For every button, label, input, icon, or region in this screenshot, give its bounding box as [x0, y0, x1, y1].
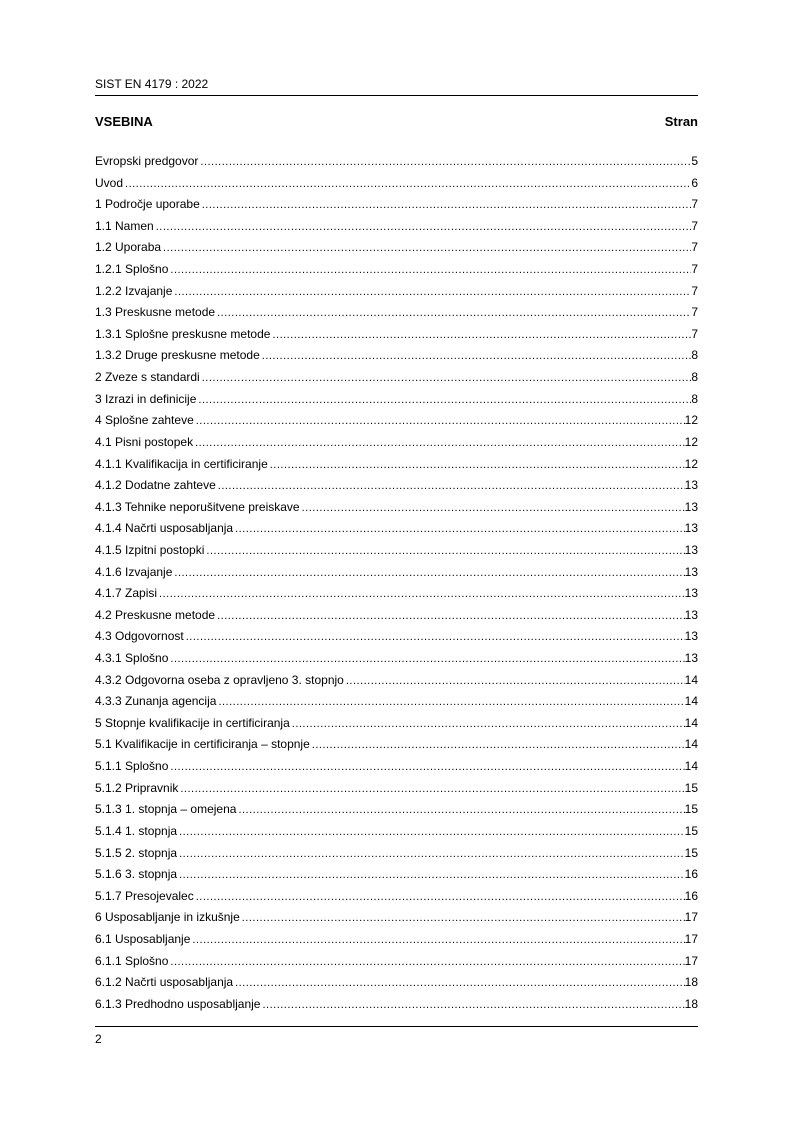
toc-dot-leader: [170, 757, 684, 778]
toc-entry[interactable]: [95, 648, 698, 670]
toc-entry[interactable]: [95, 454, 698, 476]
toc-entry-label: 4.2 Preskusne metode: [95, 607, 216, 622]
toc-entry[interactable]: [95, 756, 698, 778]
toc-entry-page: 7: [691, 326, 698, 341]
toc-page-column-heading: Stran: [664, 114, 698, 129]
toc-entry[interactable]: [95, 302, 698, 324]
toc-entry-label: 4.3.3 Zunanja agencija: [95, 694, 217, 709]
toc-dot-leader: [198, 390, 691, 411]
toc-entry-label: 5.1.3 1. stopnja – omejena: [95, 802, 237, 817]
toc-dot-leader: [196, 887, 685, 908]
toc-entry[interactable]: [95, 259, 698, 281]
toc-entry-page: 12: [684, 456, 698, 471]
toc-entry-label: 4.1.7 Zapisi: [95, 586, 158, 601]
toc-entry-label: 1.2.2 Izvajanje: [95, 283, 173, 298]
toc-entry-label: 6.1.1 Splošno: [95, 953, 169, 968]
toc-entry-label: 4.1.3 Tehnike neporušitvene preiskave: [95, 499, 300, 514]
toc-entry-page: 8: [691, 391, 698, 406]
toc-dot-leader: [200, 152, 691, 173]
toc-entry-page: 8: [691, 348, 698, 363]
toc-entry[interactable]: [95, 475, 698, 497]
toc-entry-page: 15: [684, 823, 698, 838]
toc-dot-leader: [312, 735, 685, 756]
toc-entry-label: 1.3.2 Druge preskusne metode: [95, 348, 260, 363]
toc-entry-page: 13: [684, 542, 698, 557]
footer-rule: [95, 1026, 698, 1027]
toc-entry[interactable]: [95, 410, 698, 432]
toc-entry[interactable]: [95, 929, 698, 951]
toc-entry-label: 5.1.1 Splošno: [95, 759, 169, 774]
toc-dot-leader: [174, 563, 684, 584]
toc-dot-leader: [179, 822, 685, 843]
toc-entry[interactable]: [95, 324, 698, 346]
toc-entry-label: 5.1.7 Presojevalec: [95, 888, 194, 903]
toc-entry[interactable]: [95, 670, 698, 692]
toc-dot-leader: [242, 908, 685, 929]
toc-dot-leader: [179, 844, 685, 865]
page-number: 2: [95, 1032, 102, 1046]
toc-entry-page: 13: [684, 586, 698, 601]
toc-entry-page: 13: [684, 564, 698, 579]
toc-entry[interactable]: [95, 799, 698, 821]
toc-entry-page: 13: [684, 499, 698, 514]
toc-entry-page: 17: [684, 910, 698, 925]
toc-entry-label: 4.1.6 Izvajanje: [95, 564, 173, 579]
toc-entry[interactable]: [95, 194, 698, 216]
toc-entry[interactable]: [95, 173, 698, 195]
toc-dot-leader: [156, 217, 692, 238]
toc-entry-page: 16: [684, 888, 698, 903]
toc-dot-leader: [238, 800, 684, 821]
toc-entry-label: 4.1.5 Izpitni postopki: [95, 542, 205, 557]
toc-entry[interactable]: [95, 432, 698, 454]
toc-entry-label: 4.3.1 Splošno: [95, 651, 169, 666]
toc-entry-label: 4.1.1 Kvalifikacija in certificiranje: [95, 456, 268, 471]
toc-entry-label: 5.1.6 3. stopnja: [95, 867, 178, 882]
toc-entry-page: 17: [684, 953, 698, 968]
toc-entry[interactable]: [95, 518, 698, 540]
toc-entry-page: 14: [684, 737, 698, 752]
toc-dot-leader: [262, 995, 684, 1016]
toc-dot-leader: [196, 411, 685, 432]
toc-entry[interactable]: [95, 583, 698, 605]
toc-entry-page: 5: [691, 154, 698, 168]
toc-entry-label: 5.1.2 Pripravnik: [95, 780, 179, 795]
toc-entry[interactable]: [95, 951, 698, 973]
toc-entry-label: 6 Usposabljanje in izkušnje: [95, 910, 240, 925]
toc-dot-leader: [270, 455, 685, 476]
toc-entry-page: 14: [684, 759, 698, 774]
toc-entry-label: 5 Stopnje kvalifikacije in certificiranja: [95, 715, 290, 730]
toc-entry-label: 6.1 Usposabljanje: [95, 931, 191, 946]
toc-entry-label: 6.1.2 Načrti usposabljanja: [95, 975, 234, 990]
toc-dot-leader: [179, 865, 685, 886]
toc-entry-label: 2 Zveze s standardi: [95, 370, 200, 385]
toc-entry-page: 7: [691, 305, 698, 320]
toc-entry-page: 12: [684, 434, 698, 449]
toc-entry[interactable]: [95, 778, 698, 800]
toc-entry-page: 15: [684, 845, 698, 860]
toc-dot-leader: [159, 584, 685, 605]
toc-dot-leader: [235, 519, 685, 540]
toc-entry[interactable]: [95, 540, 698, 562]
toc-entry-label: 4 Splošne zahteve: [95, 413, 194, 428]
toc-entry[interactable]: [95, 562, 698, 584]
toc-dot-leader: [174, 282, 691, 303]
toc-entry[interactable]: [95, 216, 698, 238]
toc-dot-leader: [292, 714, 685, 735]
toc-dot-leader: [206, 541, 684, 562]
toc-dot-leader: [272, 325, 691, 346]
toc-entry[interactable]: [95, 864, 698, 886]
toc-entry-page: 7: [691, 283, 698, 298]
toc-entry-page: 13: [684, 478, 698, 493]
toc-entry-label: 1.2 Uporaba: [95, 240, 162, 255]
toc-entry-label: 5.1.4 1. stopnja: [95, 823, 178, 838]
toc-entry-label: 4.1 Pisni postopek: [95, 434, 194, 449]
toc-dot-leader: [302, 498, 685, 519]
toc-entry-label: 4.1.2 Dodatne zahteve: [95, 478, 216, 493]
document-id: SIST EN 4179 : 2022: [95, 77, 209, 91]
toc-entry[interactable]: [95, 281, 698, 303]
toc-entry-page: 13: [684, 651, 698, 666]
toc-entry-label: 5.1.5 2. stopnja: [95, 845, 178, 860]
toc-entry-page: 17: [684, 931, 698, 946]
toc-entry[interactable]: [95, 994, 698, 1016]
toc-entry-label: 6.1.3 Predhodno usposabljanje: [95, 996, 261, 1011]
toc-dot-leader: [125, 174, 691, 195]
toc-dot-leader: [170, 952, 684, 973]
toc-entry-page: 7: [691, 197, 698, 212]
toc-dot-leader: [202, 195, 692, 216]
toc-entry[interactable]: [95, 843, 698, 865]
toc-entry-label: 4.3.2 Odgovorna oseba z opravljeno 3. stopnjo: [95, 672, 344, 687]
toc-entry-page: 16: [684, 867, 698, 882]
toc-dot-leader: [202, 368, 692, 389]
toc-entry[interactable]: [95, 367, 698, 389]
toc-entry-page: 13: [684, 607, 698, 622]
toc-entry[interactable]: [95, 151, 698, 173]
header-rule: [95, 95, 698, 96]
toc-entry[interactable]: [95, 972, 698, 994]
toc-entry-page: 18: [684, 975, 698, 990]
toc-dot-leader: [186, 627, 685, 648]
toc-entry-label: 1.2.1 Splošno: [95, 262, 169, 277]
toc-entry-page: 12: [684, 413, 698, 428]
toc-entry[interactable]: [95, 345, 698, 367]
toc-dot-leader: [170, 649, 684, 670]
toc-entry-page: 14: [684, 672, 698, 687]
toc-entry-page: 7: [691, 240, 698, 255]
toc-entry-page: 7: [691, 218, 698, 233]
toc-dot-leader: [217, 303, 691, 324]
toc-entry[interactable]: [95, 907, 698, 929]
toc-entry[interactable]: [95, 691, 698, 713]
toc-entry[interactable]: [95, 821, 698, 843]
toc-entry[interactable]: [95, 389, 698, 411]
toc-entry-label: Evropski predgovor: [95, 154, 199, 168]
toc-entry-page: 13: [684, 521, 698, 536]
toc-entry[interactable]: [95, 605, 698, 627]
toc-dot-leader: [235, 973, 685, 994]
toc-title: VSEBINA: [95, 114, 153, 129]
toc-entry-page: 15: [684, 802, 698, 817]
toc-entry-label: 5.1 Kvalifikacije in certificiranja – stopnje: [95, 737, 310, 752]
toc-entry[interactable]: [95, 497, 698, 519]
toc-dot-leader: [262, 346, 692, 367]
toc-entry-page: 18: [684, 996, 698, 1011]
toc-entry-page: 13: [684, 629, 698, 644]
toc-entry-label: 4.1.4 Načrti usposabljanja: [95, 521, 234, 536]
toc-dot-leader: [192, 930, 684, 951]
toc-entry-label: 4.3 Odgovornost: [95, 629, 184, 644]
toc-entry-label: 1.1 Namen: [95, 218, 154, 233]
toc-entry-label: 3 Izrazi in definicije: [95, 391, 197, 406]
toc-entry-page: 14: [684, 715, 698, 730]
toc-entry-label: 1.3.1 Splošne preskusne metode: [95, 326, 271, 341]
toc-dot-leader: [195, 433, 685, 454]
toc-entry-page: 15: [684, 780, 698, 795]
toc-dot-leader: [170, 260, 691, 281]
toc-entry[interactable]: [95, 626, 698, 648]
toc-entry[interactable]: [95, 237, 698, 259]
toc-entry[interactable]: [95, 886, 698, 908]
toc-entry-page: 7: [691, 262, 698, 277]
toc-entry[interactable]: [95, 713, 698, 735]
toc-dot-leader: [217, 606, 685, 627]
toc-dot-leader: [218, 692, 684, 713]
toc-entry[interactable]: [95, 734, 698, 756]
toc-dot-leader: [180, 779, 684, 800]
toc-dot-leader: [346, 671, 685, 692]
table-of-contents: [95, 151, 698, 1015]
toc-dot-leader: [163, 238, 691, 259]
toc-entry-label: 1 Področje uporabe: [95, 197, 200, 212]
toc-entry-page: 6: [691, 175, 698, 190]
toc-dot-leader: [218, 476, 685, 497]
toc-entry-label: 1.3 Preskusne metode: [95, 305, 216, 320]
toc-entry-page: 14: [684, 694, 698, 709]
toc-entry-label: Uvod: [95, 175, 124, 190]
toc-entry-page: 8: [691, 370, 698, 385]
